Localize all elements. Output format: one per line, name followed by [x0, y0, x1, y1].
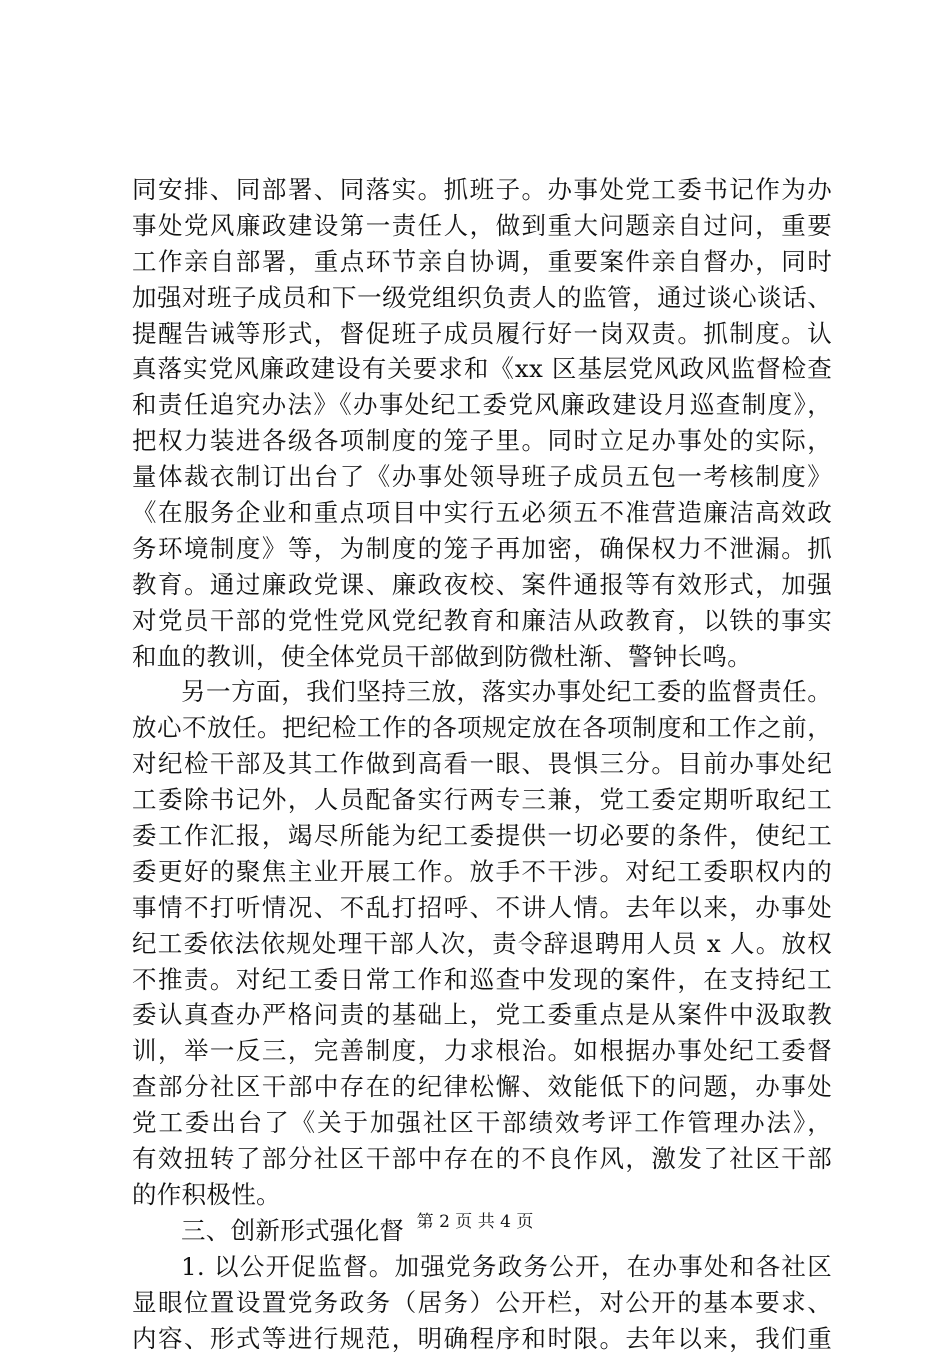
- text-line: 提醒告诫等形式，督促班子成员履行好一岗双责。抓制度。认: [132, 316, 832, 352]
- text-line: 和血的教训，使全体党员干部做到防微杜渐、警钟长鸣。: [132, 639, 832, 675]
- page-footer: 第 2 页 共 4 页: [0, 1210, 950, 1234]
- text-line: 的作积极性。: [132, 1177, 832, 1213]
- text-line: 委更好的聚焦主业开展工作。放手不干涉。对纪工委职权内的: [132, 854, 832, 890]
- text-line: 查部分社区干部中存在的纪律松懈、效能低下的问题，办事处: [132, 1069, 832, 1105]
- text-line: 加强对班子成员和下一级党组织负责人的监管，通过谈心谈话、: [132, 280, 832, 316]
- text-line: 不推责。对纪工委日常工作和巡查中发现的案件，在支持纪工: [132, 962, 832, 998]
- body-text: [132, 172, 832, 1356]
- text-line: 另一方面，我们坚持三放，落实办事处纪工委的监督责任。: [132, 674, 832, 710]
- text-line: 1. 以公开促监督。加强党务政务公开，在办事处和各社区: [132, 1249, 832, 1285]
- text-line: 纪工委依法依规处理干部人次，责令辞退聘用人员 x 人。放权: [132, 926, 832, 962]
- text-line: 和责任追究办法》《办事处纪工委党风廉政建设月巡查制度》，: [132, 387, 832, 423]
- text-line: 内容、形式等进行规范，明确程序和时限。去年以来，我们重: [132, 1321, 832, 1356]
- text-line: 量体裁衣制订出台了《办事处领导班子成员五包一考核制度》: [132, 459, 832, 495]
- text-line: 把权力装进各级各项制度的笼子里。同时立足办事处的实际，: [132, 423, 832, 459]
- text-line: 党工委出台了《关于加强社区干部绩效考评工作管理办法》，: [132, 1105, 832, 1141]
- text-line: 教育。通过廉政党课、廉政夜校、案件通报等有效形式，加强: [132, 567, 832, 603]
- text-line: 《在服务企业和重点项目中实行五必须五不准营造廉洁高效政: [132, 495, 832, 531]
- text-line: 事处党风廉政建设第一责任人，做到重大问题亲自过问，重要: [132, 208, 832, 244]
- text-line: 放心不放任。把纪检工作的各项规定放在各项制度和工作之前，: [132, 710, 832, 746]
- text-line: 工委除书记外，人员配备实行两专三兼，党工委定期听取纪工: [132, 782, 832, 818]
- text-line: 训，举一反三，完善制度，力求根治。如根据办事处纪工委督: [132, 1033, 832, 1069]
- text-line: 务环境制度》等，为制度的笼子再加密，确保权力不泄漏。抓: [132, 531, 832, 567]
- text-line: 委认真查办严格问责的基础上，党工委重点是从案件中汲取教: [132, 997, 832, 1033]
- text-line: 有效扭转了部分社区干部中存在的不良作风，激发了社区干部: [132, 1141, 832, 1177]
- text-line: 真落实党风廉政建设有关要求和《xx 区基层党风政风监督检查: [132, 351, 832, 387]
- section-heading: 三、创新形式强化督: [132, 1213, 832, 1249]
- text-line: 显眼位置设置党务政务（居务）公开栏，对公开的基本要求、: [132, 1285, 832, 1321]
- text-line: 工作亲自部署，重点环节亲自协调，重要案件亲自督办，同时: [132, 244, 832, 280]
- text-line: 对党员干部的党性党风党纪教育和廉洁从政教育，以铁的事实: [132, 603, 832, 639]
- text-line: 委工作汇报，竭尽所能为纪工委提供一切必要的条件，使纪工: [132, 818, 832, 854]
- text-line: 同安排、同部署、同落实。抓班子。办事处党工委书记作为办: [132, 172, 832, 208]
- text-line: 对纪检干部及其工作做到高看一眼、畏惧三分。目前办事处纪: [132, 746, 832, 782]
- text-line: 事情不打听情况、不乱打招呼、不讲人情。去年以来，办事处: [132, 890, 832, 926]
